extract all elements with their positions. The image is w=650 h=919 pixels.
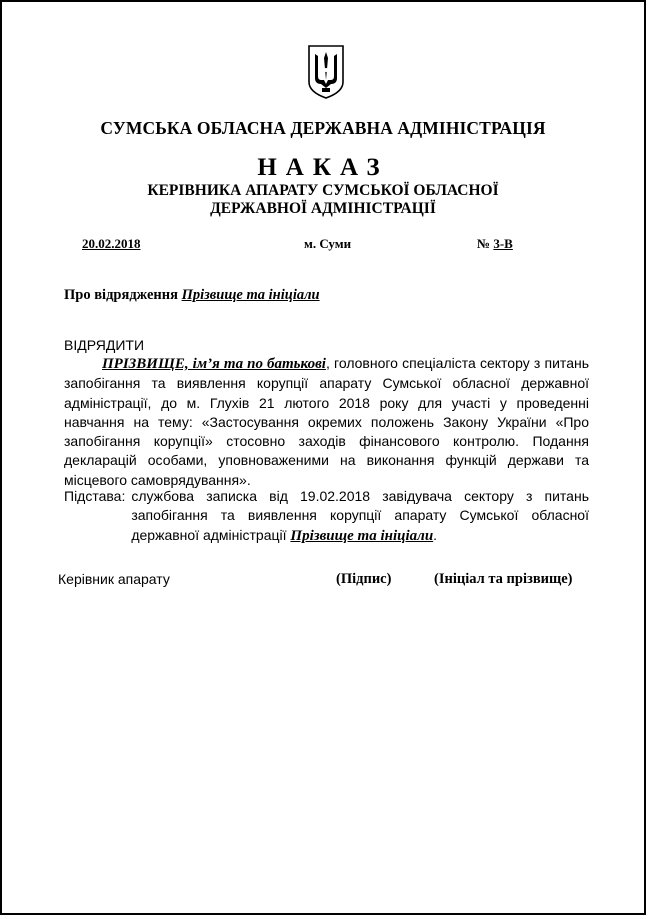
signature-placeholder: (Підпис)	[336, 571, 392, 587]
basis-label: Підстава:	[64, 488, 126, 504]
person-name: ПРІЗВИЩЕ, ім’я та по батькові	[102, 356, 326, 372]
order-word: ВІДРЯДИТИ	[64, 337, 145, 353]
subtitle-line-2: ДЕРЖАВНОЇ АДМІНІСТРАЦІЇ	[210, 200, 436, 217]
document-subtitle	[2, 182, 644, 218]
basis-text	[131, 487, 589, 546]
basis-text-main: службова записка від 19.02.2018 завідувача сектору з питань запобігання та виявлення корупції апарату Сумської обласної державної адміністрації	[131, 488, 589, 543]
document-subject	[64, 287, 320, 304]
number-prefix: №	[477, 236, 491, 251]
basis-name: Прізвище та ініціали	[290, 527, 434, 544]
document-number	[477, 236, 513, 252]
signatory-position: Керівник апарату	[58, 571, 170, 587]
subtitle-line-1: КЕРІВНИКА АПАРАТУ СУМСЬКОЇ ОБЛАСНОЇ	[147, 182, 499, 199]
organization-title: СУМСЬКА ОБЛАСНА ДЕРЖАВНА АДМІНІСТРАЦІЯ	[100, 118, 546, 138]
document-date: 20.02.2018	[82, 236, 141, 251]
subject-prefix: Про відрядження	[64, 287, 178, 303]
basis-block	[64, 487, 589, 546]
document-city: м. Суми	[304, 236, 352, 251]
order-paragraph	[64, 354, 589, 490]
document-type-title: НАКАЗ	[257, 154, 389, 181]
trident-coat-of-arms-icon	[307, 44, 345, 100]
subject-name: Прізвище та ініціали	[181, 287, 320, 303]
number-value: 3-В	[493, 236, 513, 251]
order-paragraph-text: , головного спеціаліста сектору з питань запобігання та виявлення корупції апарату Сумської обласної державної адміністрації, до м. Глухів 21 лютого 2018 року для участі у проведенні навчання на тему: «Застосування окремих положень Закону України «Про запобігання корупції» стосовно заходів фінансового контролю. Подання декларацій особами, уповноваженими на виконання функцій держави та місцевого самоврядування».	[64, 355, 590, 488]
signatory-initials: (Ініціал та прізвище)	[434, 571, 573, 587]
basis-end: .	[433, 526, 438, 543]
